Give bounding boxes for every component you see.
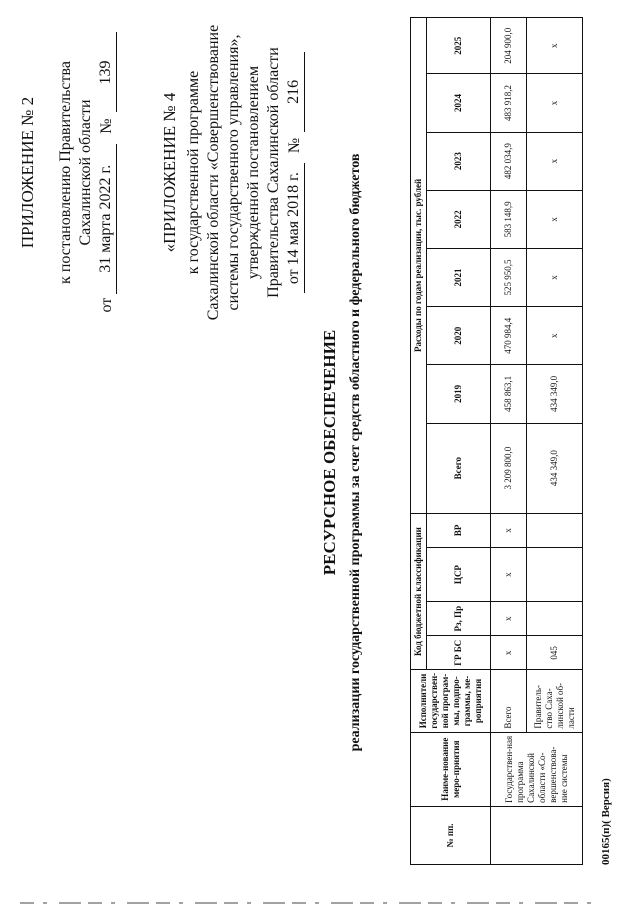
program-appendix-line-1: к государственной программе [185, 70, 202, 275]
appendix-title: ПРИЛОЖЕНИЕ № 2 [18, 96, 37, 249]
appendix-number: 139 [96, 32, 117, 112]
program-appendix-header [160, 15, 305, 330]
appendix-date-line [96, 15, 117, 330]
row-value-2020: х [527, 307, 583, 365]
resource-table [410, 17, 583, 865]
row-value-2019: 458 863,1 [491, 365, 527, 423]
program-appendix-line-3: системы государственного управления», [225, 34, 242, 311]
row-value-2024: 483 918,2 [491, 74, 527, 132]
header-csr: ЦСР [427, 547, 491, 601]
appendix-line-2: Сахалинской области [77, 99, 94, 246]
row-value-2022: х [527, 190, 583, 248]
header-year-2020: 2020 [427, 307, 491, 365]
appendix-num-label: № [98, 118, 115, 134]
header-year-2024: 2024 [427, 74, 491, 132]
header-total: Всего [427, 423, 491, 513]
row-value-2020: 470 984,4 [491, 307, 527, 365]
appendix-header [18, 15, 117, 330]
scan-edge-artifact [0, 901, 630, 905]
header-budget-codes: Код бюджетной классификации [411, 513, 427, 670]
row-value-2022: 583 148,9 [491, 190, 527, 248]
program-appendix-number: 216 [284, 52, 305, 132]
row-value-2023: 482 034,9 [491, 132, 527, 190]
row-value-2025: х [527, 18, 583, 74]
row-executor-government: Правитель-ство Саха-линской об-ласти [527, 670, 583, 732]
program-appendix-num-label: № [286, 137, 303, 154]
header-num: № пп. [411, 806, 491, 864]
header-name: Наиме-нование меро-приятия [411, 732, 491, 806]
table-header-row-1 [411, 18, 427, 865]
row-grbs: 045 [527, 636, 583, 670]
program-appendix-date: от 14 мая 2018 г. [284, 163, 305, 293]
row-executor-total: Всего [491, 670, 527, 732]
program-appendix-title: «ПРИЛОЖЕНИЕ № 4 [160, 92, 179, 253]
row-vr [527, 513, 583, 547]
header-year-2021: 2021 [427, 248, 491, 306]
row-value-2025: 204 900,0 [491, 18, 527, 74]
row-value-2021: 525 950,5 [491, 248, 527, 306]
row-total: 434 349,0 [527, 423, 583, 513]
row-value-2024: х [527, 74, 583, 132]
header-executors: Исполнители государствен-ной програм-мы, подпро-граммы, ме-роприятия [411, 670, 491, 732]
program-appendix-line-5: Правительства Сахалинской области [265, 47, 282, 298]
appendix-line-1: к постановлению Правительства [57, 61, 74, 284]
row-rzpr [527, 602, 583, 636]
row-csr: х [491, 547, 527, 601]
header-rzpr: Рз, Пр [427, 602, 491, 636]
row-total: 3 209 800,0 [491, 423, 527, 513]
appendix-from-label: от [98, 297, 115, 313]
row-value-2023: х [527, 132, 583, 190]
row-csr [527, 547, 583, 601]
document-subtitle: реализации государственной программы за счет средств областного и федерального бюджетов [348, 153, 363, 752]
document-title: РЕСУРСНОЕ ОБЕСПЕЧЕНИЕ [320, 329, 339, 576]
program-appendix-date-line [284, 15, 305, 330]
header-year-2023: 2023 [427, 132, 491, 190]
header-year-2025: 2025 [427, 18, 491, 74]
row-value-2019: 434 349,0 [527, 365, 583, 423]
row-grbs: х [491, 636, 527, 670]
document-code: 00165(п)( Версия) [600, 778, 612, 865]
appendix-date: 31 марта 2022 г. [96, 144, 117, 294]
row-vr: х [491, 513, 527, 547]
header-year-2022: 2022 [427, 190, 491, 248]
row-rzpr: х [491, 602, 527, 636]
header-grbs: ГР БС [427, 636, 491, 670]
row-value-2021: х [527, 248, 583, 306]
program-appendix-line-4: утвержденной постановлением [245, 65, 262, 280]
table-row [491, 18, 527, 865]
header-vr: ВР [427, 513, 491, 547]
header-expenses: Расходы по годам реализации, тыс. рублей [411, 18, 427, 514]
row-program-name: Государствен-ная программа Сахалинской области «Со-вершенствова-ние системы [491, 732, 583, 806]
header-year-2019: 2019 [427, 365, 491, 423]
program-appendix-line-2: Сахалинской области «Совершенствование [205, 24, 222, 321]
row-num [491, 806, 583, 864]
